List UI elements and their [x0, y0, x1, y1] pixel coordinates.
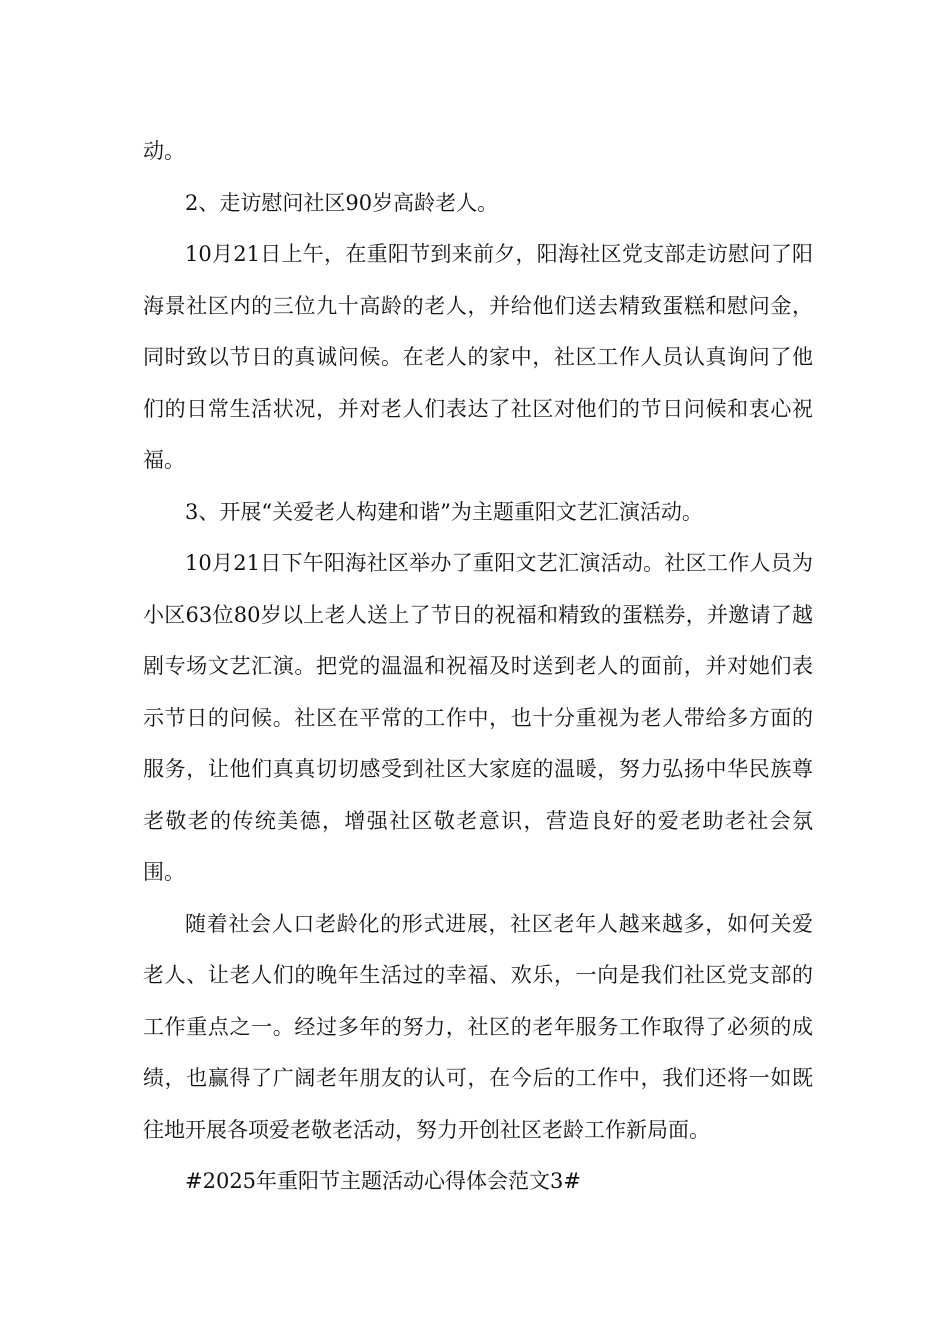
- paragraph-conclusion: 随着社会人口老龄化的形式进展，社区老年人越来越多，如何关爱老人、让老人们的晚年生活过的幸福、欢乐，一向是我们社区党支部的工作重点之一。经过多年的努力，社区的老年服务工作取得了必须的成绩，也赢得了广阔老年朋友的认可，在今后的工作中，我们还将一如既往地开展各项爱老敬老活动，努力开创社区老龄工作新局面。: [143, 911, 813, 1142]
- paragraph-performance: 10月21日下午阳海社区举办了重阳文艺汇演活动。社区工作人员为小区63位80岁以上老人送上了节日的祝福和精致的蛋糕券，并邀请了越剧专场文艺汇演。把党的温温和祝福及时送到老人的面前，并对她们表示节日的问候。社区在平常的工作中，也十分重视为老人带给多方面的服务，让他们真真切切感受到社区大家庭的温暖，努力弘扬中华民族尊老敬老的传统美德，增强社区敬老意识，营造良好的爱老助老社会氛围。: [143, 551, 813, 884]
- section-title: #2025年重阳节主题活动心得体会范文3#: [185, 1169, 581, 1193]
- paragraph-heading-2: 2、走访慰问社区90岁高龄老人。: [185, 190, 499, 215]
- paragraph-visit-elders: 10月21日上午，在重阳节到来前夕，阳海社区党支部走访慰问了阳海景社区内的三位九十高龄的老人，并给他们送去精致蛋糕和慰问金，同时致以节日的真诚问候。在老人的家中，社区工作人员认真询问了他们的日常生活状况，并对老人们表达了社区对他们的节日问候和衷心祝福。: [143, 242, 813, 472]
- document-body: [143, 126, 813, 1208]
- paragraph-heading-3: 3、开展“关爱老人构建和谐”为主题重阳文艺汇演活动。: [185, 499, 703, 524]
- paragraph-continuation: 动。: [143, 139, 185, 163]
